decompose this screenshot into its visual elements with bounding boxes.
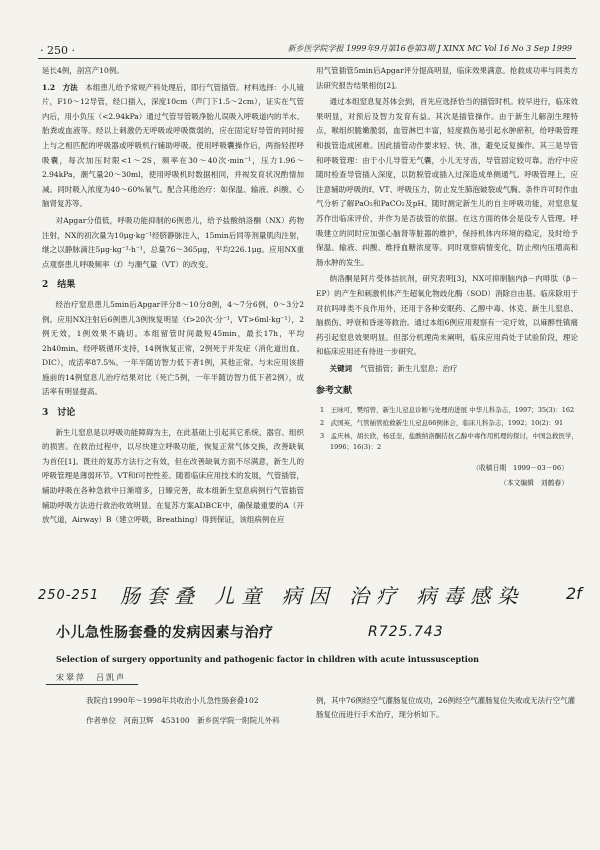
paragraph: 用气管插管5min后Apgar评分提高明显，临床效果满意。抢救成功率与同类方法研究报告结果相仿[2]。 — [316, 66, 578, 90]
handwritten-mark: 2f — [566, 584, 582, 603]
handwritten-page-range: 250-251 — [38, 588, 100, 603]
keywords-text: 气管插管；新生儿窒息；治疗 — [360, 363, 458, 373]
reference-item: 1 王咏可，樊绍曾，新生儿窒息诊断与处理的进展 中华儿科杂志，1997；35(3)：162 — [320, 406, 575, 415]
article-intro-right — [316, 694, 578, 722]
author-rule — [46, 684, 138, 685]
header-rule — [38, 58, 576, 59]
paragraph: 通过本组窒息复苏体会到，首先应选择恰当的插管时机。较早进行，临床效果明显，对预后及智力发育有益。其次是插管操作。由于新生儿解剖生理特点，喉组织脆嫩脆弱，血管淋巴丰富，轻度损伤易引起水肿瘀积，给呼吸管理和拔管造成困难。因此插管动作要求轻、快、准，避免反复操作。其三是导管和呼吸管理：由于小儿导管无气囊，小儿无牙齿，导管固定较可靠。治疗中应随时检查导管插入深度，以防脱管或插入过深造成单侧通气。呼吸管理上，应注意辅助呼吸的f、VT、呼吸压力，防止发生肺泡破裂或气胸。条件许可时作血气分析了解PaO₂和PaCO₂及pH。随时测定新生儿的自主呼吸功能，对窒息复苏作出临床评价，并作为是否拔管的依据。在这方面的体会是设专人管理。呼吸建立的同时应加强心脑肾等脏器的维护，保持机体内环境的稳定，及时给予保温、输液、纠酸、维持血糖浓度等。同时观察病情变化，防止颅内压增高和肠水肿的发生。 — [316, 97, 578, 267]
journal-running-header: 新乡医学院学报 1999年9月第16卷第3期 J XINX MC Vol 16 No 3 Sep 1999 — [287, 44, 572, 53]
methods-label: 1.2 方法 — [42, 82, 78, 92]
reference-item: 2 武国英，气管插管抢救新生儿窒息66例体会，临床儿科杂志，1992；10(2)：91 — [320, 419, 564, 428]
handwritten-class-code: R725.743 — [368, 624, 444, 640]
article-intro: 我院自1990年～1998年共收治小儿急性肠套叠102 — [86, 696, 259, 705]
reference-item: 3 孟庆林，胡长欣，杨廷奎，盐酸纳洛酮拮抗乙醇中毒作用机理的探讨，中国急救医学，1996；16(3)：2 — [320, 432, 578, 452]
author-affiliation: 作者单位 河南卫辉 453100 新乡医学院一附院儿外科 — [86, 716, 280, 725]
paragraph: 纳洛酮是阿片受体拮抗剂，研究表明[3]，NX可抑制脑内β－内啡肽（β－EP）的产生和刺激机体产生超氧化物歧化酶（SOD）消除自由基。临床除用于对抗吗啡类不良作用外，还用于各种安眠药、乙醇中毒、休克、新生儿窒息、脑损伤、呼衰和昏迷等救治。通过本组6例应用观察有一定疗效，以麻醉性镇痛药引起窒息效果明显。但部分机理尚未阐明，临床应用尚处于试验阶段，理论和临床应用还有待进一步研究。 — [316, 274, 578, 357]
left-column — [42, 64, 304, 530]
paragraph: 经治疗窒息患儿5min后Apgar评分8～10分8例，4～7分6例，0～3分2例。应用NX注射后6例患儿3例恢复明显（f>20次·分⁻¹，VT>6ml·kg⁻¹），2例无效，1例效果不确切。本组留管时间最短45min，最长17h，平均2h40min。经呼吸循环支持，14例恢复正常，2例死于并发症（消化道出血、DIC），成活率87.5%。一年半随访智力低下者1例，其他正常。与未应用该措施前的14例窒息儿治疗结果对比（死亡5例，一年半随访智力低下者2例），成活率有明显提高。 — [42, 299, 304, 397]
methods-text: 本组患儿给予常规产科处理后，即行气管插管。材料选择：小儿镜片，F10～12导管，经口插入，深度10cm（声门下1.5～2cm），证实在气管内后，用小负压（<2.94kPa）通过气管导管吸净胎儿误吸入呼吸道内的羊水、胎粪或血液等。经以上刺激仍无呼吸或呼吸微弱的，应在固定好导管的同时接上与之相匹配的呼吸器或呼吸机行辅助呼吸。使用呼吸囊操作后，两指轻捏呼吸囊，每次加压时限<1～2S，频率在30～40次·min⁻¹，压力1.96～2.94kPa，潮气量20～30ml，使用呼吸机时数据相同，并视发育状况酌情加减。同时吸入浓度为40～60%氧气。配合其他治疗：如保温、输液、纠酸、心脑肾复苏等。 — [42, 82, 304, 209]
paragraph: 新生儿窒息是以呼吸功能障碍为主，在此基础上引起其它系统、器官、组织的损害。在救治过程中，以尽快建立呼吸功能，恢复正常气体交换，改善缺氧为首任[1]。既往的复苏方法行之有效，但在改善缺氧方面不尽满意，新生儿的呼吸管理是薄弱环节。VT和f可控性差。随着临床应用技术的发展，气管插管，辅助呼吸在各种急救中日渐增多，日臻完善，故本组新生窒息病例行气管插管辅助呼吸方法进行救治收效明显。在复苏方案ADBCE中，确保最重要的A（开放气道，Airway）B（建立呼吸，Breathing）得到保证，该组病例在应 — [42, 427, 304, 525]
handwritten-keywords: 肠套叠 儿童 病因 治疗 病毒感染 — [120, 584, 525, 608]
article-intro-continued: 例，其中76例经空气灌肠复位成功，26例经空气灌肠复位失败或无法行空气灌肠复位而进行手术治疗，现分析如下。 — [316, 696, 576, 719]
paragraph: 延长4例，剖宫产10例。 — [42, 66, 124, 75]
article-intro-left — [86, 694, 308, 728]
editor-note: （本文编辑 刘鹤春） — [500, 478, 568, 487]
keywords-label: 关键词 — [329, 363, 352, 373]
article-title: 小儿急性肠套叠的发病因素与治疗 — [56, 625, 274, 641]
keywords — [316, 362, 578, 377]
page-number: · 250 · — [40, 44, 75, 57]
right-column — [316, 64, 578, 490]
article-title-english: Selection of surgery opportunity and pathogenic factor in children with acute intussusception — [56, 654, 479, 664]
received-date: （收稿日期 1999－03－06） — [472, 464, 568, 473]
article-authors: 宋翠萍 吕凯声 — [56, 673, 126, 682]
discussion-heading: 3 讨论 — [42, 408, 76, 419]
results-heading: 2 结果 — [42, 280, 76, 291]
references-heading: 参考文献 — [316, 386, 353, 397]
paragraph: 对Apgar分值低，呼吸功能抑制的6例患儿，给予盐酸纳洛酮（NX）药物注射，NX的初次量为10μg·kg⁻¹经脐静脉注入，15min后同等剂量肌肉注射，继之以静脉滴注5μg·kg⁻¹·h⁻¹，总量76～365μg，平均226.1μg。应用NX重点观察患儿呼吸频率（f）与潮气量（VT）的改变。 — [42, 215, 304, 269]
